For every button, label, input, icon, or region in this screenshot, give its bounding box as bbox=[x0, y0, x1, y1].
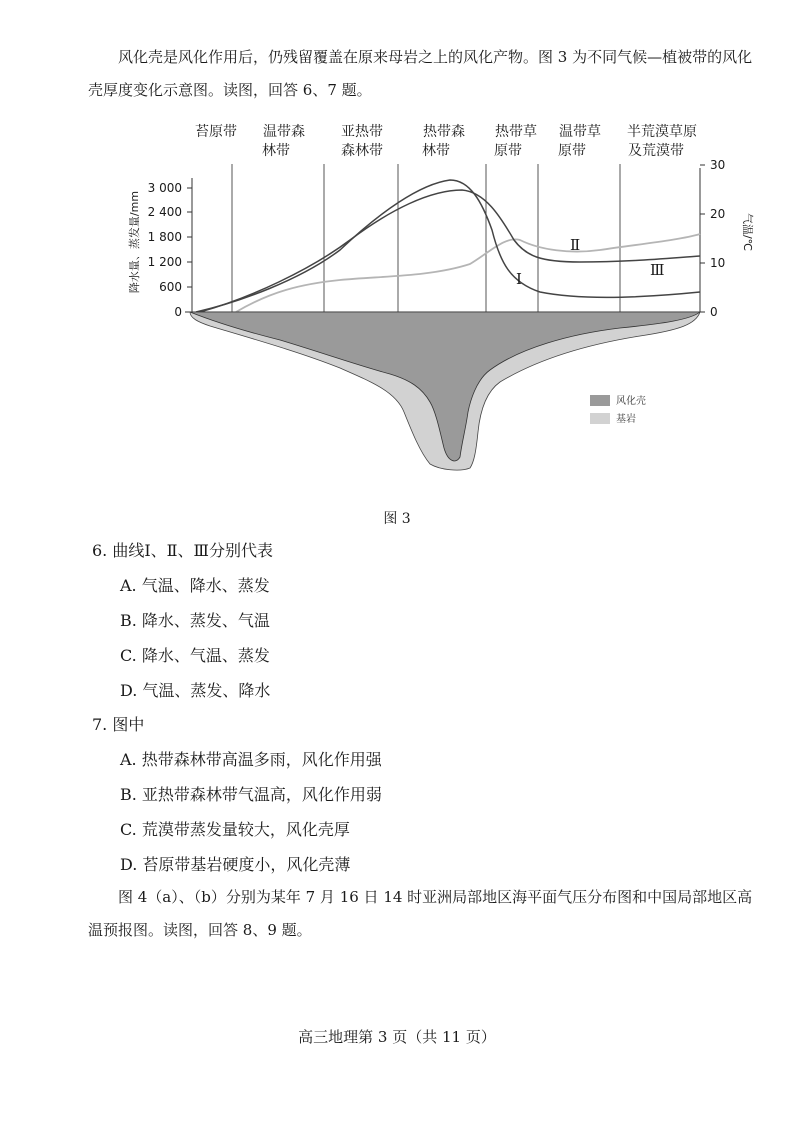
zone-label-steppe-1: 温带草 bbox=[559, 124, 601, 140]
question-7-stem: 7. 图中 bbox=[92, 715, 145, 734]
zone-label-desert-1: 半荒漠草原 bbox=[627, 124, 697, 140]
curve-label-I: Ⅰ bbox=[516, 270, 522, 288]
right-tick-0: 0 bbox=[710, 305, 718, 319]
curve-gray-temperature bbox=[236, 234, 700, 312]
left-tick-1200: 1 200 bbox=[147, 255, 182, 269]
zone-label-desert-2: 及荒漠带 bbox=[628, 143, 684, 159]
question-7-option-b: B. 亚热带森林带气温高，风化作用弱 bbox=[120, 785, 382, 804]
legend-label-bedrock: 基岩 bbox=[616, 414, 636, 425]
left-tick-1800: 1 800 bbox=[147, 230, 182, 244]
figure-caption: 图 3 bbox=[383, 511, 411, 527]
question-7-option-c: C. 荒漠带蒸发量较大，风化壳厚 bbox=[120, 820, 350, 839]
zone-labels bbox=[195, 123, 697, 159]
intro-paragraph-2: 图 4（a）、（b）分别为某年 7 月 16 日 14 时亚洲局部地区海平面气压分布图和中国局部地区高温预报图。读图，回答 8、9 题。 bbox=[88, 888, 753, 939]
curve-label-II: Ⅱ bbox=[570, 236, 581, 254]
right-tick-30: 30 bbox=[710, 158, 726, 172]
zone-label-tropical-forest-1: 热带森 bbox=[423, 124, 465, 140]
zone-label-subtropical-1: 亚热带 bbox=[341, 124, 383, 140]
intro-paragraph: 风化壳是风化作用后，仍残留覆盖在原来母岩之上的风化产物。图 3 为不同气候—植被带的风化壳厚度变化示意图。读图，回答 6、7 题。 bbox=[88, 48, 753, 99]
zone-label-subtropical-2: 森林带 bbox=[341, 143, 383, 159]
legend-swatch-crust bbox=[590, 395, 610, 406]
zone-dividers bbox=[232, 164, 620, 312]
curve-label-III: Ⅲ bbox=[650, 261, 665, 279]
zone-label-tundra-1: 苔原带 bbox=[195, 124, 237, 140]
left-tick-3000: 3 000 bbox=[147, 181, 182, 195]
legend bbox=[590, 394, 646, 425]
right-tick-20: 20 bbox=[710, 207, 726, 221]
right-axis-label: 气温/℃ bbox=[741, 212, 754, 252]
zone-label-steppe-2: 原带 bbox=[558, 143, 586, 159]
left-axis-label: 降水量、蒸发量/mm bbox=[128, 190, 141, 294]
weathering-crust-figure bbox=[0, 112, 794, 512]
left-tick-2400: 2 400 bbox=[147, 205, 182, 219]
question-6-option-a: A. 气温、降水、蒸发 bbox=[120, 576, 270, 595]
legend-swatch-bedrock bbox=[590, 413, 610, 424]
left-tick-0: 0 bbox=[174, 305, 182, 319]
left-axis bbox=[127, 178, 192, 319]
zone-label-savanna-2: 原带 bbox=[494, 143, 522, 159]
zone-label-temperate-forest-2: 林带 bbox=[262, 143, 290, 159]
question-6-option-c: C. 降水、气温、蒸发 bbox=[120, 646, 270, 665]
question-6-option-d: D. 气温、蒸发、降水 bbox=[120, 681, 271, 700]
zone-label-temperate-forest-1: 温带森 bbox=[263, 124, 305, 140]
right-axis bbox=[700, 158, 755, 319]
zone-label-tropical-forest-2: 林带 bbox=[422, 143, 450, 159]
question-6-option-b: B. 降水、蒸发、气温 bbox=[120, 611, 270, 630]
left-tick-600: 600 bbox=[159, 280, 182, 294]
legend-label-crust: 风化壳 bbox=[616, 396, 646, 407]
question-6-stem: 6. 曲线Ⅰ、Ⅱ、Ⅲ分别代表 bbox=[92, 541, 273, 560]
zone-label-savanna-1: 热带草 bbox=[495, 124, 537, 140]
question-7-option-d: D. 苔原带基岩硬度小，风化壳薄 bbox=[120, 855, 351, 874]
question-7-option-a: A. 热带森林带高温多雨，风化作用强 bbox=[120, 750, 382, 769]
page-footer: 高三地理第 3 页（共 11 页） bbox=[298, 1028, 496, 1046]
right-tick-10: 10 bbox=[710, 256, 726, 270]
